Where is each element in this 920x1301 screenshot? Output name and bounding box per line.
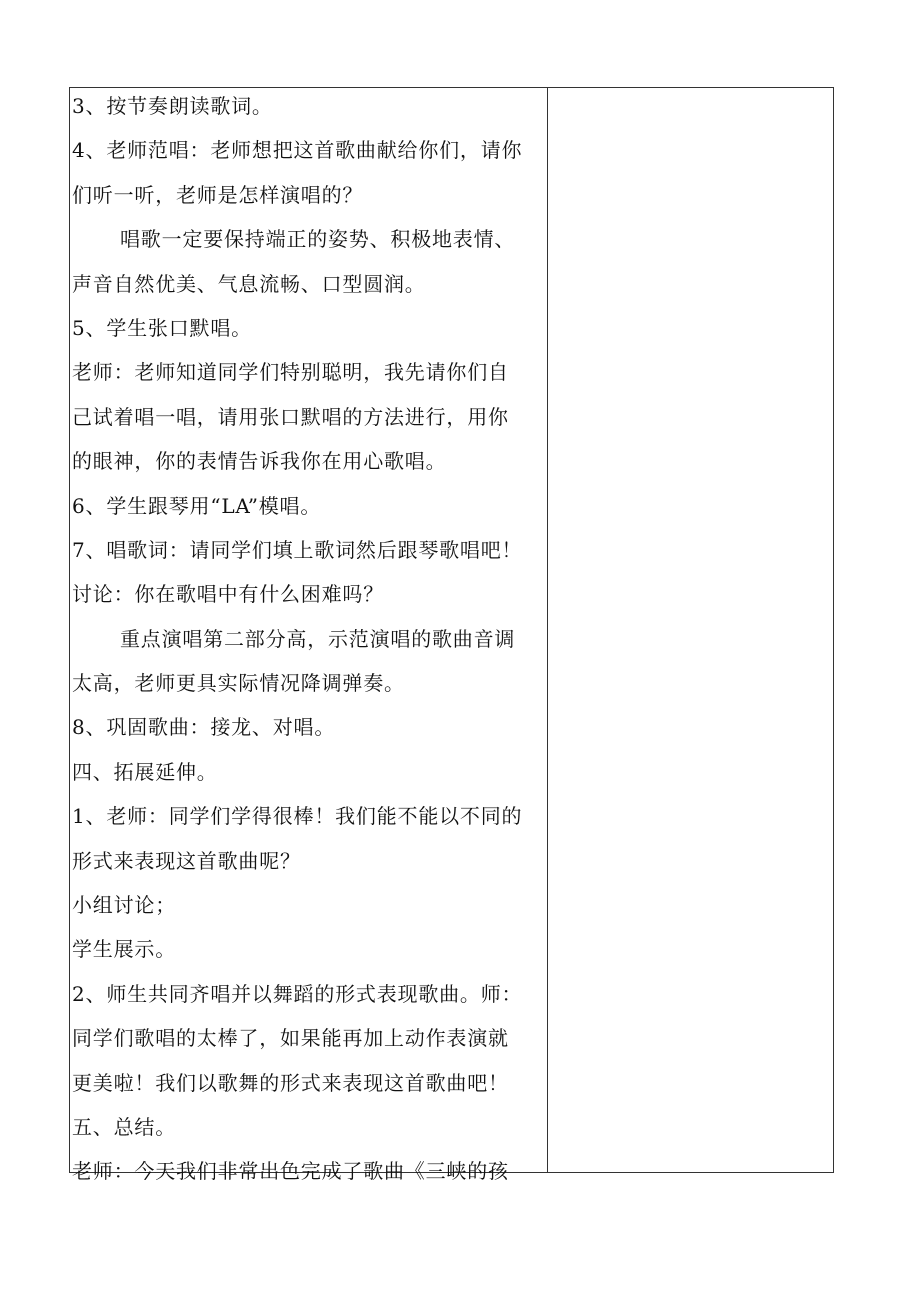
text-line: 6、学生跟琴用“LA”模唱。 — [72, 493, 322, 518]
text-line: 更美啦！我们以歌舞的形式来表现这首歌曲吧！ — [72, 1070, 509, 1095]
text-line: 3、按节奏朗读歌词。 — [72, 94, 273, 118]
text-line: 老师：老师知道同学们特别聪明，我先请你们自 — [72, 360, 509, 385]
text-line: 4、老师范唱：老师想把这首歌曲献给你们，请你 — [72, 138, 523, 163]
text-line: 老师：今天我们非常出色完成了歌曲《三峡的孩 — [72, 1159, 509, 1184]
text-line: 的眼神，你的表情告诉我你在用心歌唱。 — [72, 449, 447, 474]
text-line: 小组讨论； — [72, 893, 176, 918]
text-line: 唱歌一定要保持端正的姿势、积极地表情、 — [120, 227, 516, 252]
text-line: 5、学生张口默唱。 — [72, 315, 252, 340]
text-line: 1、老师：同学们学得很棒！我们能不能以不同的 — [72, 804, 523, 829]
text-line: 五、总结。 — [72, 1114, 176, 1139]
text-line: 重点演唱第二部分高，示范演唱的歌曲音调 — [120, 626, 516, 651]
text-line: 7、唱歌词：请同学们填上歌词然后跟琴歌唱吧！ — [72, 537, 523, 562]
text-line: 学生展示。 — [72, 937, 176, 962]
text-line: 8、巩固歌曲：接龙、对唱。 — [72, 715, 336, 740]
text-line: 己试着唱一唱，请用张口默唱的方法进行，用你 — [72, 404, 509, 429]
text-line: 2、师生共同齐唱并以舞蹈的形式表现歌曲。师： — [72, 981, 523, 1006]
notes-column — [548, 88, 833, 1172]
text-line: 讨论：你在歌唱中有什么困难吗？ — [72, 582, 384, 607]
teaching-process-column — [70, 88, 548, 1184]
text-line: 四、拓展延伸。 — [72, 759, 218, 784]
text-line: 声音自然优美、气息流畅、口型圆润。 — [72, 271, 426, 296]
text-line: 太高，老师更具实际情况降调弹奏。 — [72, 671, 405, 696]
text-line: 们听一听，老师是怎样演唱的？ — [72, 182, 364, 207]
text-line: 形式来表现这首歌曲呢？ — [72, 848, 301, 873]
text-line: 同学们歌唱的太棒了，如果能再加上动作表演就 — [72, 1026, 509, 1051]
lesson-table — [69, 87, 834, 1184]
